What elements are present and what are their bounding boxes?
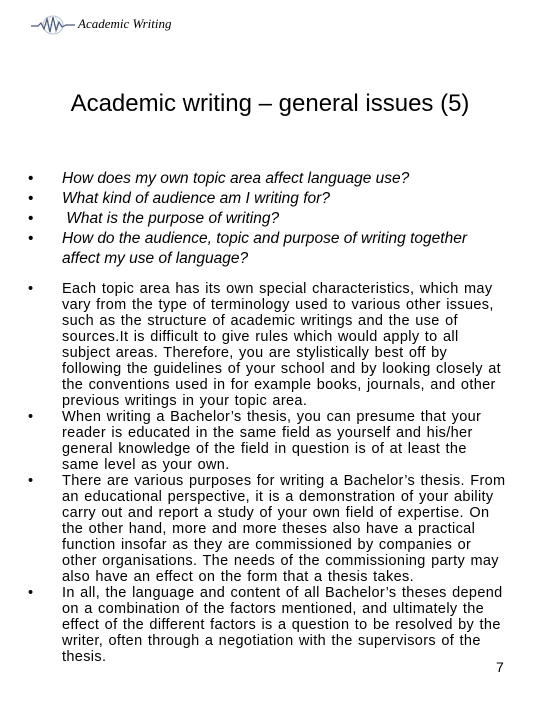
question-text: What kind of audience am I writing for?	[62, 190, 330, 207]
question-item	[28, 229, 508, 269]
paragraph-item	[28, 409, 506, 473]
question-item	[28, 169, 508, 189]
bullet: •	[28, 170, 34, 187]
question-item	[28, 209, 508, 229]
bullet: •	[28, 190, 34, 207]
paragraph-text: In all, the language and content of all Bachelor’s theses depend on a combination of the factors mentioned, and ultimately the effect of the different factors is a question to be resolved by the writer, often through a negotiation with the supervisors of the thesis.	[62, 585, 503, 665]
bullet: •	[28, 210, 34, 227]
paragraph-text: Each topic area has its own special characteristics, which may vary from the type of terminology used to various other issues, such as the structure of academic writings and the use of sources.It is difficult to give rules which would apply to all subject areas. Therefore, you are stylistically best off by following the guidelines of your school and by looking closely at the conventions used in for example books, journals, and other previous writings in your topic area.	[62, 281, 501, 409]
question-text: How does my own topic area affect language use?	[62, 170, 410, 187]
bullet: •	[28, 230, 34, 247]
slide-title: Academic writing – general issues (5)	[70, 90, 470, 117]
question-item	[28, 189, 508, 209]
bullet: •	[28, 281, 34, 297]
question-list	[28, 169, 508, 269]
bullet: •	[28, 473, 34, 489]
paragraph-item	[28, 585, 506, 665]
bullet: •	[28, 409, 34, 425]
header-title: Academic Writing	[78, 16, 172, 31]
question-text: How do the audience, topic and purpose of writing together affect my use of language?	[62, 230, 467, 267]
paragraph-text: There are various purposes for writing a Bachelor’s thesis. From an educational perspective, it is a demonstration of your ability carry out and report a study of your own field of expertise. On the other hand, more and more theses also have a practical function insofar as they are commissioned by companies or other organisations. The needs of the commissioning party may also have an effect on the form that a thesis takes.	[62, 473, 506, 585]
page-number: 7	[496, 659, 504, 675]
paragraph-text: When writing a Bachelor’s thesis, you can presume that your reader is educated in the same field as yourself and his/her general knowledge of the field in question is of at least the same level as your own.	[62, 409, 482, 473]
question-text: What is the purpose of writing?	[62, 210, 280, 227]
paragraph-item	[28, 473, 506, 585]
paragraph-item	[28, 281, 506, 409]
paragraph-list	[28, 281, 506, 665]
waveform-globe-logo-icon	[30, 14, 76, 41]
bullet: •	[28, 585, 34, 601]
